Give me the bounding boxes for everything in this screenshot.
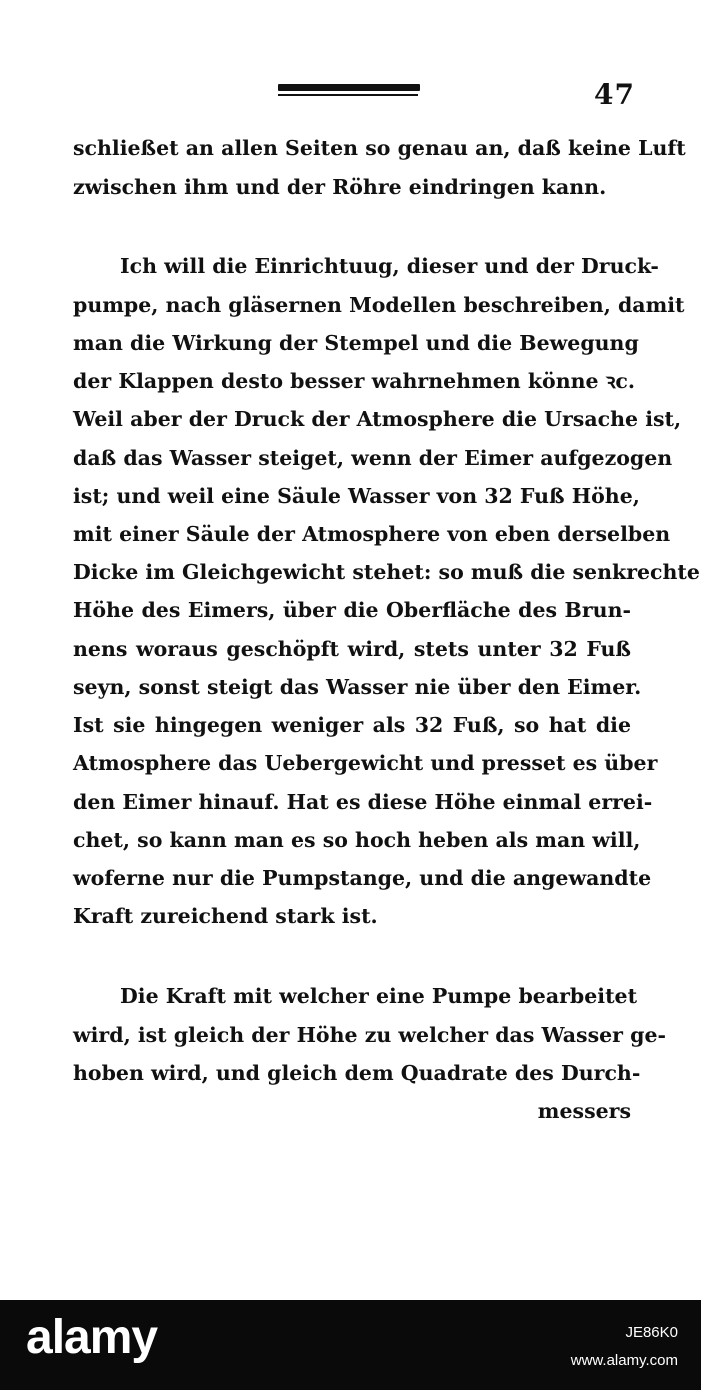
text-line: der Klappen desto besser wahrnehmen könne ꝛc.: [73, 369, 636, 393]
text-line: zwischen ihm und der Röhre eindringen kann.: [73, 175, 607, 199]
text-line: den Eimer hinauf. Hat es diese Höhe einmal errei-: [73, 790, 653, 814]
text-line: Dicke im Gleichgewicht stehet: so muß die senkrechte: [73, 560, 700, 584]
text-line: hoben wird, und gleich dem Quadrate des Durch-: [73, 1061, 641, 1085]
text-line: Ist sie hingegen weniger als 32 Fuß, so hat die: [73, 713, 631, 737]
text-line: Atmosphere das Uebergewicht und presset es über: [73, 751, 658, 775]
text-line: man die Wirkung der Stempel und die Bewegung: [73, 331, 639, 355]
image-id: JE86K0: [625, 1324, 678, 1341]
page-number: 47: [594, 78, 635, 111]
text-line: Die Kraft mit welcher eine Pumpe bearbeitet: [120, 984, 638, 1008]
text-line: chet, so kann man es so hoch heben als man will,: [73, 828, 641, 852]
site-url: www.alamy.com: [570, 1352, 678, 1369]
text-line: woferne nur die Pumpstange, und die angewandte: [73, 866, 652, 890]
text-line: mit einer Säule der Atmosphere von eben derselben: [73, 522, 671, 546]
text-line: Weil aber der Druck der Atmosphere die Ursache ist,: [73, 407, 682, 431]
brand-logo: alamy: [26, 1311, 158, 1364]
text-line: Höhe des Eimers, über die Oberfläche des Brun-: [73, 598, 631, 622]
stock-banner: [0, 1300, 701, 1390]
header-rule: [278, 84, 420, 91]
text-line: pumpe, nach gläsernen Modellen beschreiben, damit: [73, 293, 685, 317]
text-line: wird, ist gleich der Höhe zu welcher das Wasser ge-: [73, 1023, 666, 1047]
text-line: schließet an allen Seiten so genau an, daß keine Luft: [73, 136, 686, 160]
text-line: ist; und weil eine Säule Wasser von 32 Fuß Höhe,: [73, 484, 640, 508]
text-line: Ich will die Einrichtuug, dieser und der Druck-: [120, 254, 659, 278]
text-line: nens woraus geschöpft wird, stets unter 32 Fuß: [73, 637, 631, 661]
catchword: messers: [537, 1099, 631, 1123]
text-line: seyn, sonst steigt das Wasser nie über den Eimer.: [73, 675, 642, 699]
text-line: Kraft zureichend stark ist.: [73, 904, 378, 928]
text-line: daß das Wasser steiget, wenn der Eimer aufgezogen: [73, 446, 673, 470]
